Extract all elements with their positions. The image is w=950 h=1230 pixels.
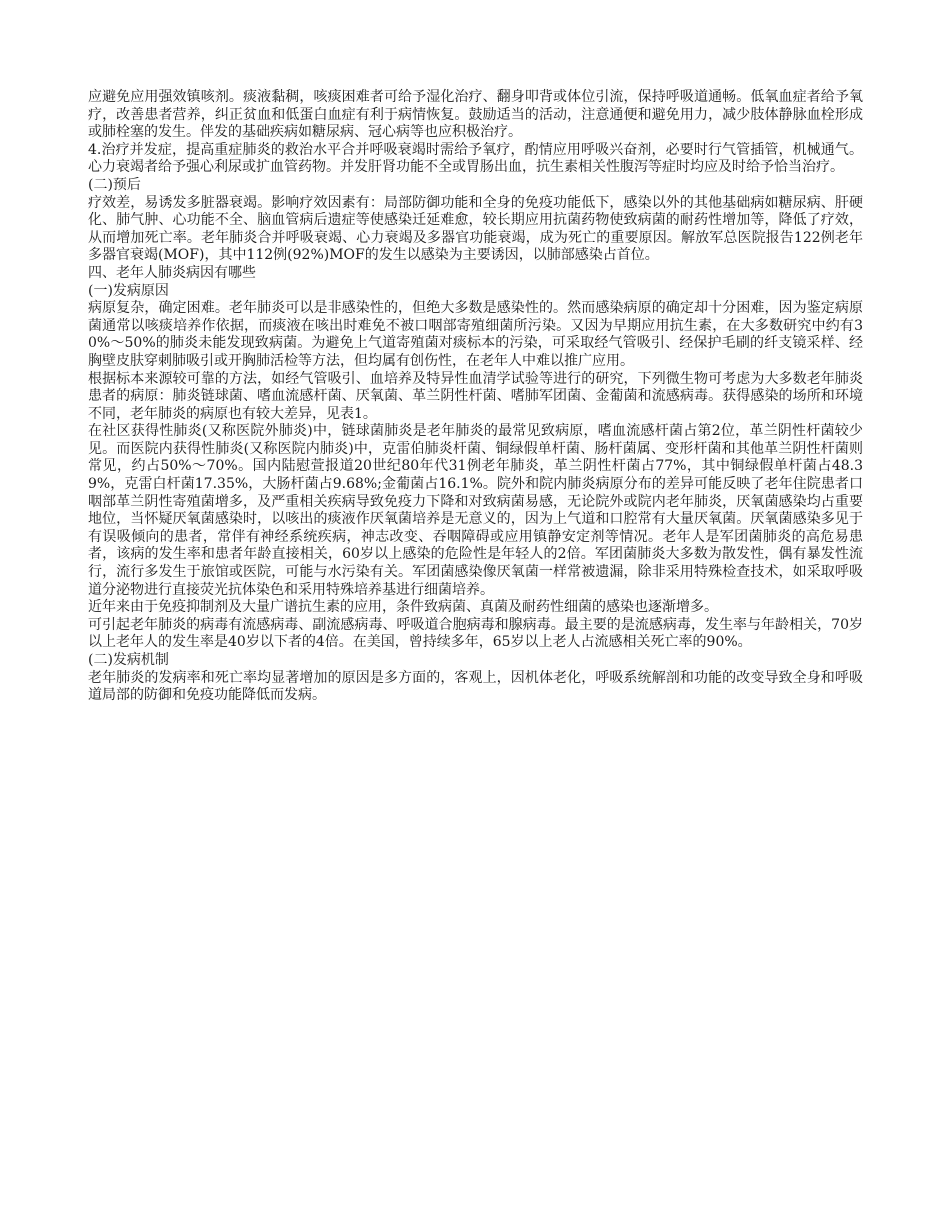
document-body (88, 89, 863, 705)
paragraph-opportunistic: 近年来由于免疫抑制剂及大量广谱抗生素的应用，条件致病菌、真菌及耐药性细菌的感染也逐渐增多。 (88, 599, 718, 616)
paragraph-supportive-care: 应避免应用强效镇咳剂。痰液黏稠，咳痰困难者可给予湿化治疗、翻身叩背或体位引流，保持呼吸道通畅。低氧血症者给予氧疗，改善患者营养，纠正贫血和低蛋白血症有利于病情恢复。鼓励适当的活动，注意通便和避免用力，减少肢体静脉血栓形成或肺栓塞的发生。伴发的基础疾病如糖尿病、冠心病等也应积极治疗。 (88, 89, 863, 141)
paragraph-prognosis: 疗效差，易诱发多脏器衰竭。影响疗效因素有：局部防御功能和全身的免疫功能低下，感染以外的其他基础病如糖尿病、肝硬化、肺气肿、心功能不全、脑血管病后遗症等使感染迁延难愈，较长期应用抗菌药物使致病菌的耐药性增加等，降低了疗效，从而增加死亡率。老年肺炎合并呼吸衰竭、心力衰竭及多器官功能衰竭，成为死亡的重要原因。解放军总医院报告122例老年多器官衰竭(MOF)，其中112例(92%)MOF的发生以感染为主要诱因，以肺部感染占首位。 (88, 194, 863, 264)
paragraph-pathogen-difficulty: 病原复杂，确定困难。老年肺炎可以是非感染性的，但绝大多数是感染性的。然而感染病原的确定却十分困难，因为鉴定病原菌通常以咳痰培养作依据，而痰液在咳出时难免不被口咽部寄殖细菌所污染。又因为早期应用抗生素，在大多数研究中约有30%～50%的肺炎未能发现致病菌。为避免上气道寄殖菌对痰标本的污染，可采取经气管吸引、经保护毛刷的纤支镜采样、经胸壁皮肤穿刺肺吸引或开胸肺活检等方法，但均属有创伤性，在老年人中难以推广应用。 (88, 300, 863, 369)
section-heading-causes: (一)发病原因 (88, 282, 169, 299)
section-heading-mechanism: (二)发病机制 (88, 652, 169, 668)
paragraph-viruses: 可引起老年肺炎的病毒有流感病毒、副流感病毒、呼吸道合胞病毒和腺病毒。最主要的是流感病毒，发生率与年龄相关，70岁以上老年人的发生率是40岁以下者的4倍。在美国，曾持续多年，65岁以上老人占流感相关死亡率的90%。 (88, 616, 863, 651)
paragraph-complications-treatment: 4.治疗并发症，提高重症肺炎的救治水平合并呼吸衰竭时需给予氧疗，酌情应用呼吸兴奋剂，必要时行气管插管，机械通气。心力衰竭者给予强心利尿或扩血管药物。并发肝肾功能不全或胃肠出血，抗生素相关性腹泻等症时均应及时给予恰当治疗。 (88, 141, 863, 176)
paragraph-common-pathogens: 根据标本来源较可靠的方法，如经气管吸引、血培养及特异性血清学试验等进行的研究，下列微生物可考虑为大多数老年肺炎患者的病原：肺炎链球菌、嗜血流感杆菌、厌氧菌、革兰阴性杆菌、嗜肺军团菌、金葡菌和流感病毒。获得感染的场所和环境不同，老年肺炎的病原也有较大差异，见表1。 (88, 370, 863, 422)
paragraph-mechanism: 老年肺炎的发病率和死亡率均显著增加的原因是多方面的，客观上，因机体老化，呼吸系统解剖和功能的改变导致全身和呼吸道局部的防御和免疫功能降低而发病。 (88, 669, 863, 704)
chapter-heading-etiology: 四、老年人肺炎病因有哪些 (88, 264, 256, 281)
paragraph-community-hospital: 在社区获得性肺炎(又称医院外肺炎)中，链球菌肺炎是老年肺炎的最常见致病原，嗜血流感杆菌占第2位，革兰阴性杆菌较少见。而医院内获得性肺炎(又称医院内肺炎)中，克雷伯肺炎杆菌、铜绿假单杆菌、肠杆菌属、变形杆菌和其他革兰阴性杆菌则常见，约占50%～70%。国内陆慰萱报道20世纪80年代31例老年肺炎，革兰阴性杆菌占77%，其中铜绿假单杆菌占48.39%，克雷白杆菌17.35%，大肠杆菌占9.68%;金葡菌占16.1%。院外和院内肺炎病原分布的差异可能反映了老年住院患者口咽部革兰阴性寄殖菌增多，及严重相关疾病导致免疫力下降和对致病菌易感，无论院外或院内老年肺炎，厌氧菌感染均占重要地位，当怀疑厌氧菌感染时，以咳出的痰液作厌氧菌培养是无意义的，因为上气道和口腔常有大量厌氧菌。厌氧菌感染多见于有误吸倾向的患者，常伴有神经系统疾病，神志改变、吞咽障碍或应用镇静安定剂等情况。老年人是军团菌肺炎的高危易患者，该病的发生率和患者年龄直接相关，60岁以上感染的危险性是年轻人的2倍。军团菌肺炎大多数为散发性，偶有暴发性流行，流行多发生于旅馆或医院，可能与水污染有关。军团菌感染像厌氧菌一样常被遗漏，除非采用特殊检查技术，如采取呼吸道分泌物进行直接荧光抗体染色和采用特殊培养基进行细菌培养。 (88, 423, 863, 598)
section-heading-prognosis: (二)预后 (88, 176, 141, 193)
